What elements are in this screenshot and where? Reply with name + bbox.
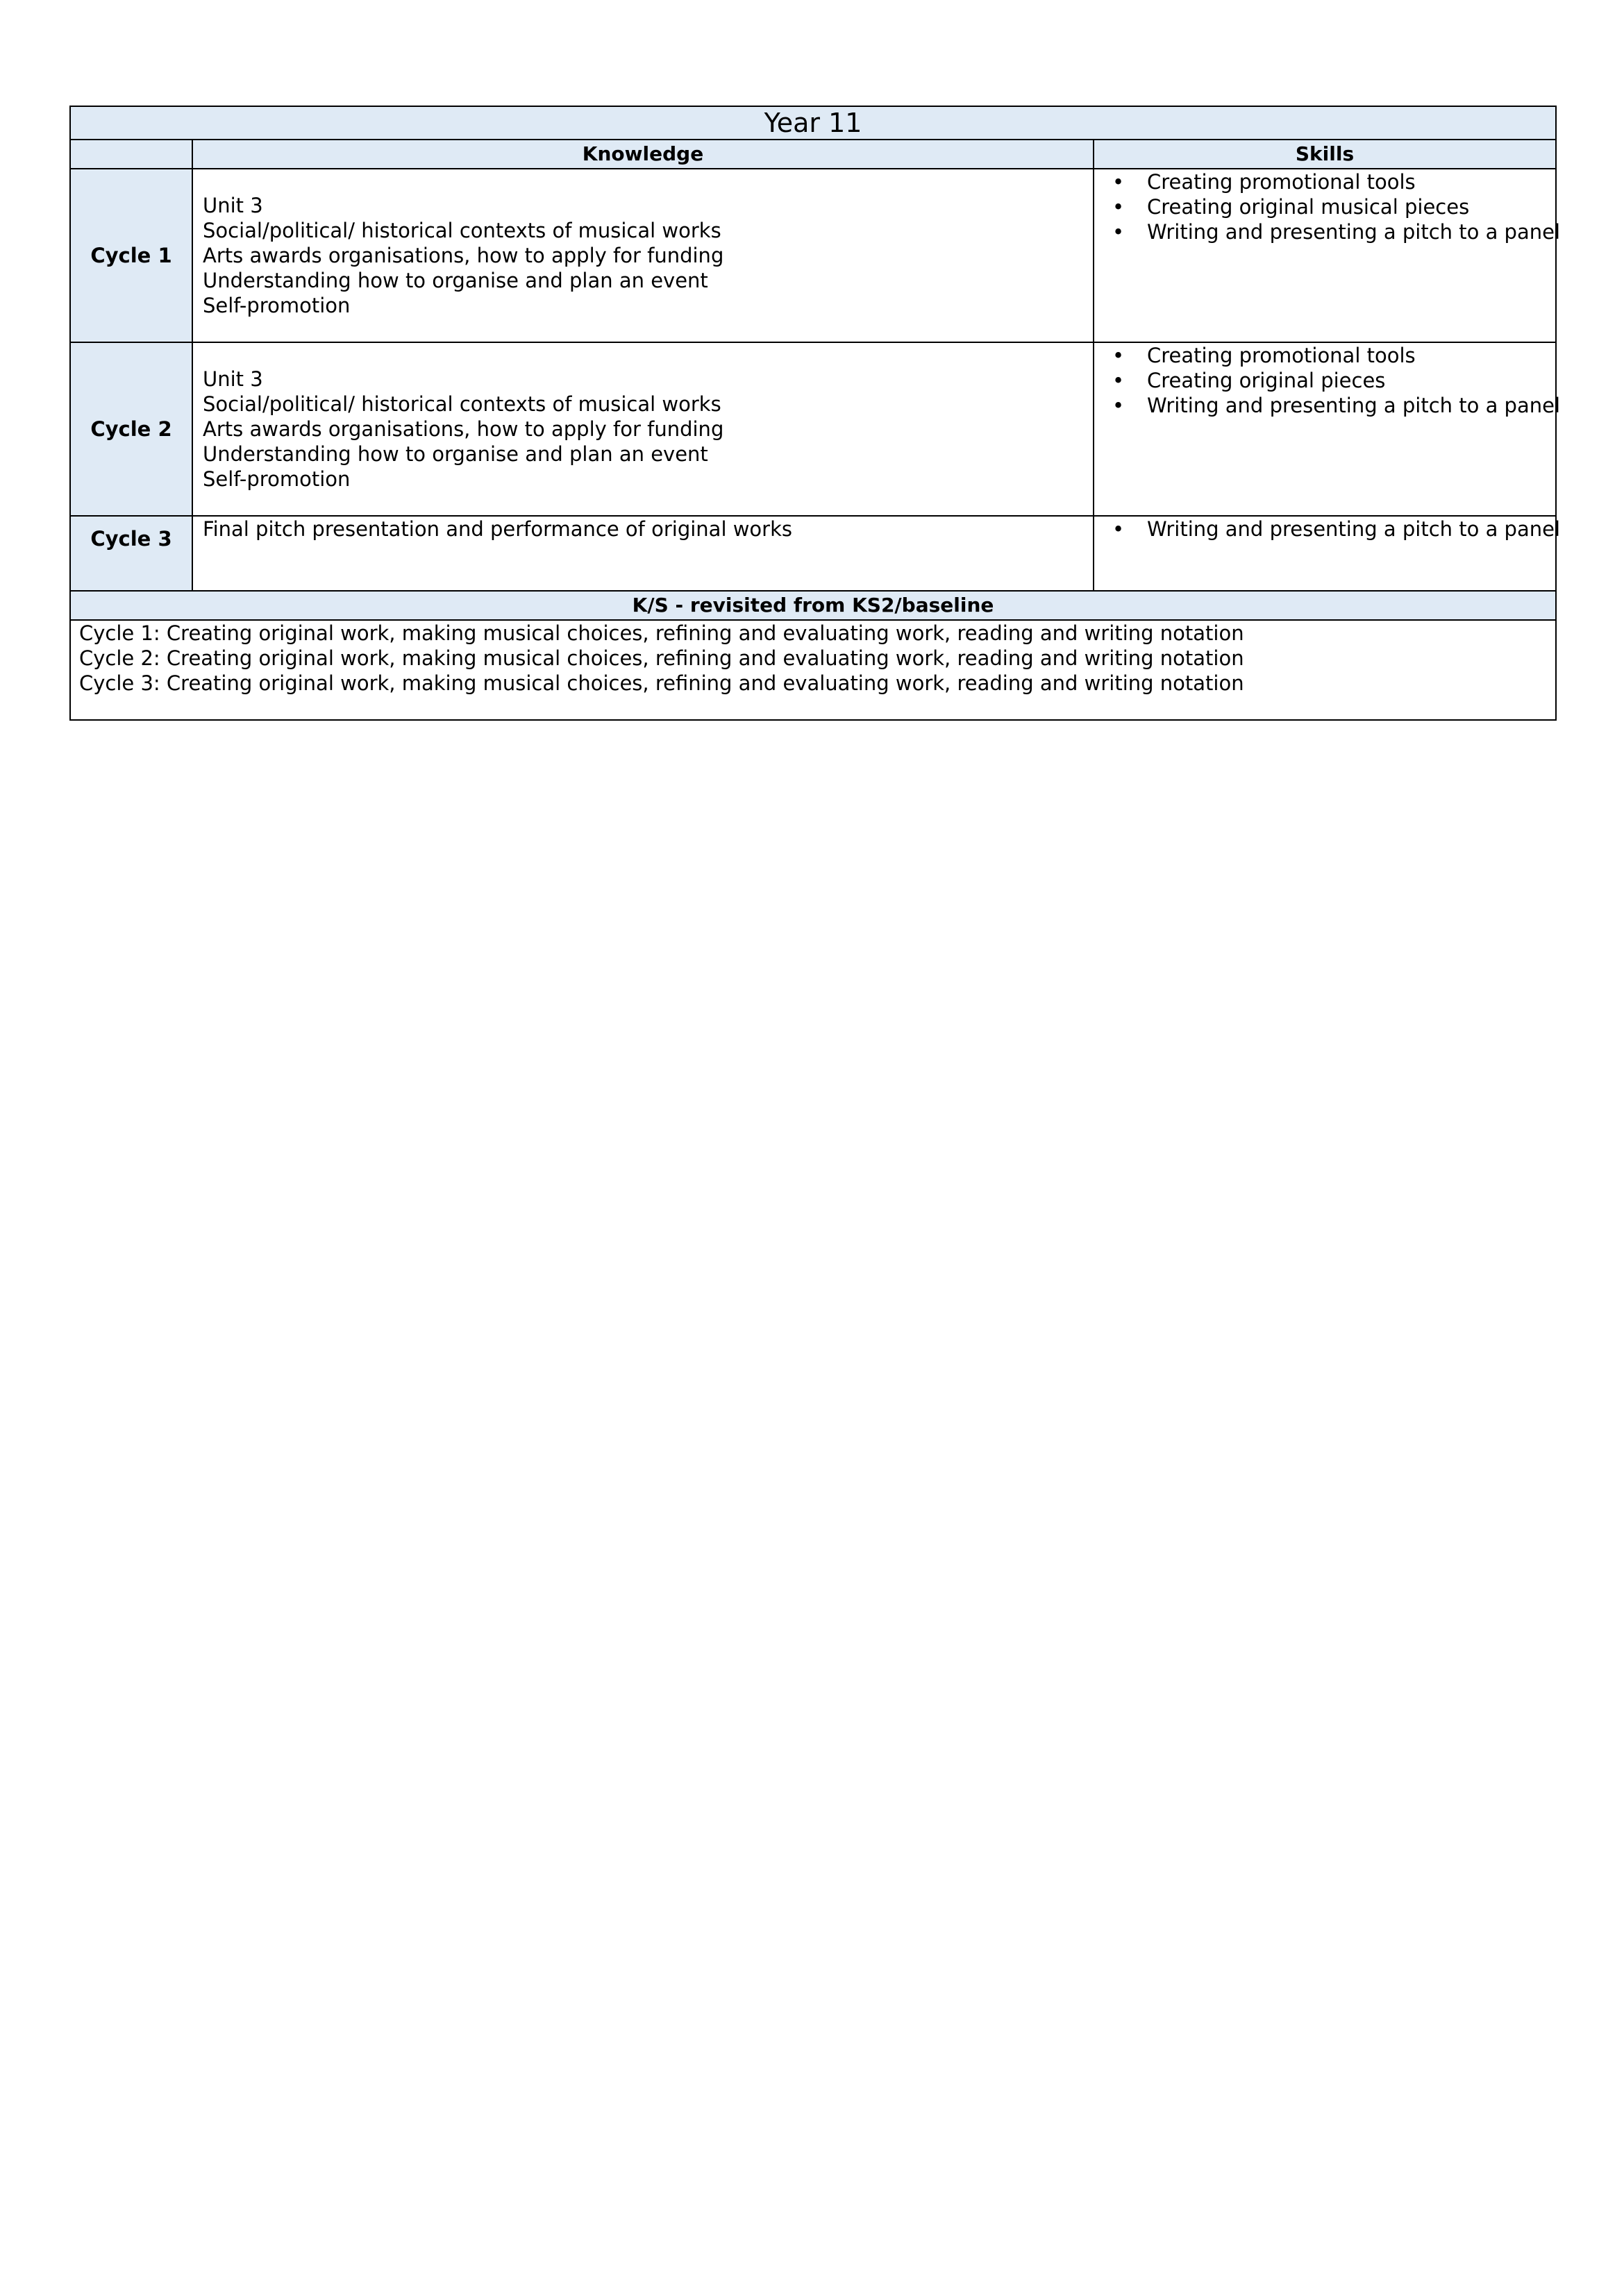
cycle-2-knowledge (192, 342, 1094, 516)
knowledge-line: Unit 3 (203, 367, 263, 391)
skills-list (1094, 517, 1561, 542)
skill-item: • Writing and presenting a pitch to a panel (1094, 393, 1548, 418)
knowledge-header: Knowledge (192, 140, 1094, 169)
knowledge-line: Arts awards organisations, how to apply for funding (203, 417, 724, 441)
knowledge-line: Understanding how to organise and plan an event (203, 269, 708, 292)
revisited-content (70, 620, 1556, 720)
knowledge-line: Understanding how to organise and plan an event (203, 442, 708, 466)
revisited-row (70, 620, 1556, 720)
cycle-1-knowledge (192, 169, 1094, 342)
header-blank-cell (70, 140, 192, 169)
knowledge-line: Final pitch presentation and performance of original works (203, 517, 793, 541)
revisited-header-row (70, 591, 1556, 620)
header-row (70, 140, 1556, 169)
revisited-line: Cycle 1: Creating original work, making musical choices, refining and evaluating work, reading and writing notation (79, 621, 1244, 645)
knowledge-line: Social/political/ historical contexts of musical works (203, 392, 721, 416)
skills-list (1094, 343, 1561, 418)
cycle-1-skills (1094, 169, 1561, 342)
knowledge-line: Social/political/ historical contexts of musical works (203, 219, 721, 242)
page-title: Year 11 (70, 106, 1556, 140)
cycle-row-1 (70, 169, 1556, 342)
revisited-line: Cycle 2: Creating original work, making musical choices, refining and evaluating work, reading and writing notation (79, 646, 1244, 670)
cycle-3-label: Cycle 3 (70, 516, 192, 591)
revisited-heading: K/S - revisited from KS2/baseline (70, 591, 1556, 620)
cycle-row-3 (70, 516, 1556, 591)
revisited-line: Cycle 3: Creating original work, making musical choices, refining and evaluating work, reading and writing notation (79, 671, 1244, 695)
curriculum-table (69, 106, 1561, 721)
knowledge-line: Self-promotion (203, 467, 351, 491)
skill-item: • Writing and presenting a pitch to a panel (1094, 219, 1548, 244)
knowledge-line: Arts awards organisations, how to apply for funding (203, 244, 724, 267)
cycle-3-skills (1094, 516, 1561, 591)
skill-item: • Creating promotional tools (1094, 343, 1548, 368)
skill-item: • Creating original musical pieces (1094, 194, 1548, 219)
cycle-row-2 (70, 342, 1556, 516)
cycle-1-label: Cycle 1 (70, 169, 192, 342)
skills-list (1094, 169, 1561, 244)
title-row (70, 106, 1556, 140)
skill-item: • Writing and presenting a pitch to a panel (1094, 517, 1548, 542)
cycle-2-skills (1094, 342, 1561, 516)
skill-item: • Creating original pieces (1094, 368, 1548, 393)
knowledge-line: Self-promotion (203, 294, 351, 317)
cycle-3-knowledge (192, 516, 1094, 591)
cycle-2-label: Cycle 2 (70, 342, 192, 516)
knowledge-line: Unit 3 (203, 194, 263, 217)
skill-item: • Creating promotional tools (1094, 169, 1548, 194)
skills-header: Skills (1094, 140, 1556, 169)
